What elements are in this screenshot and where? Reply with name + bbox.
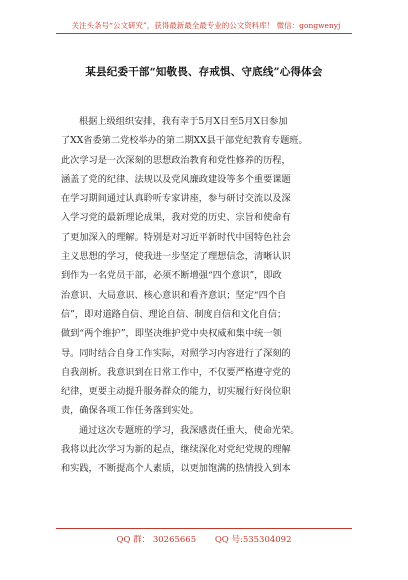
body-line: 我将以此次学习为新的起点，继续深化对党纪党规的理解 [61, 444, 291, 456]
body-line: 和实践，不断提高个人素质，以更加饱满的热情投入到本 [61, 463, 291, 475]
body-line: 在学习期间通过认真聆听专家讲座，参与研讨交流以及深 [61, 193, 291, 205]
body-line: 了XX省委第二党校举办的第二期XX县干部党纪教育专题班。 [61, 135, 308, 147]
footer-qq-number: QQ 号:535304092 [214, 535, 292, 545]
body-line: 根据上级组织安排，我有幸于5月X日至5月X日参加 [79, 116, 288, 127]
body-line: 此次学习是一次深刻的思想政治教育和党性修养的历程， [61, 154, 291, 166]
footer-contact [0, 533, 408, 545]
header-note: 关注头条号“公文研究”，获得最新最全最专业的公文资料库！ 微信：gongwenyj [71, 21, 341, 30]
body-line: 做到“两个维护”，即坚决维护党中央权威和集中统一领 [61, 328, 282, 340]
body-line: 了更加深入的理解。特别是对习近平新时代中国特色社会 [61, 231, 291, 243]
document-title: 某县纪委干部“知敬畏、存戒惧、守底线”心得体会 [85, 66, 323, 78]
body-line: 纪律，更要主动提升服务群众的能力，切实履行好岗位职 [61, 386, 291, 398]
body-line: 涵盖了党的纪律、法规以及党风廉政建设等多个重要课题 [61, 173, 291, 185]
body-line: 治意识、大局意识、核心意识和看齐意识；坚定“四个自 [61, 289, 287, 301]
body-line: 自我剖析。我意识到在日常工作中，不仅要严格遵守党的 [61, 366, 291, 378]
body-line: 通过这次专题班的学习，我深感责任重大，使命光荣。 [79, 424, 300, 436]
body-line: 导。同时结合自身工作实际，对照学习内容进行了深刻的 [61, 347, 291, 359]
body-line: 入学习党的最新理论成果，我对党的历史、宗旨和使命有 [61, 212, 291, 224]
footer-qq-group: QQ 群： 30265665 [116, 535, 197, 545]
document-body [61, 112, 347, 479]
header-divider [56, 33, 352, 34]
body-line: 主义思想的学习，使我进一步坚定了理想信念，清晰认识 [61, 251, 291, 263]
body-line: 到作为一名党员干部，必须不断增强“四个意识”，即政 [61, 270, 282, 282]
body-line: 责，确保各项工作任务落到实处。 [61, 405, 199, 417]
body-line: 信”，即对道路自信、理论自信、制度自信和文化自信； [61, 308, 287, 320]
footer-divider [56, 528, 352, 529]
